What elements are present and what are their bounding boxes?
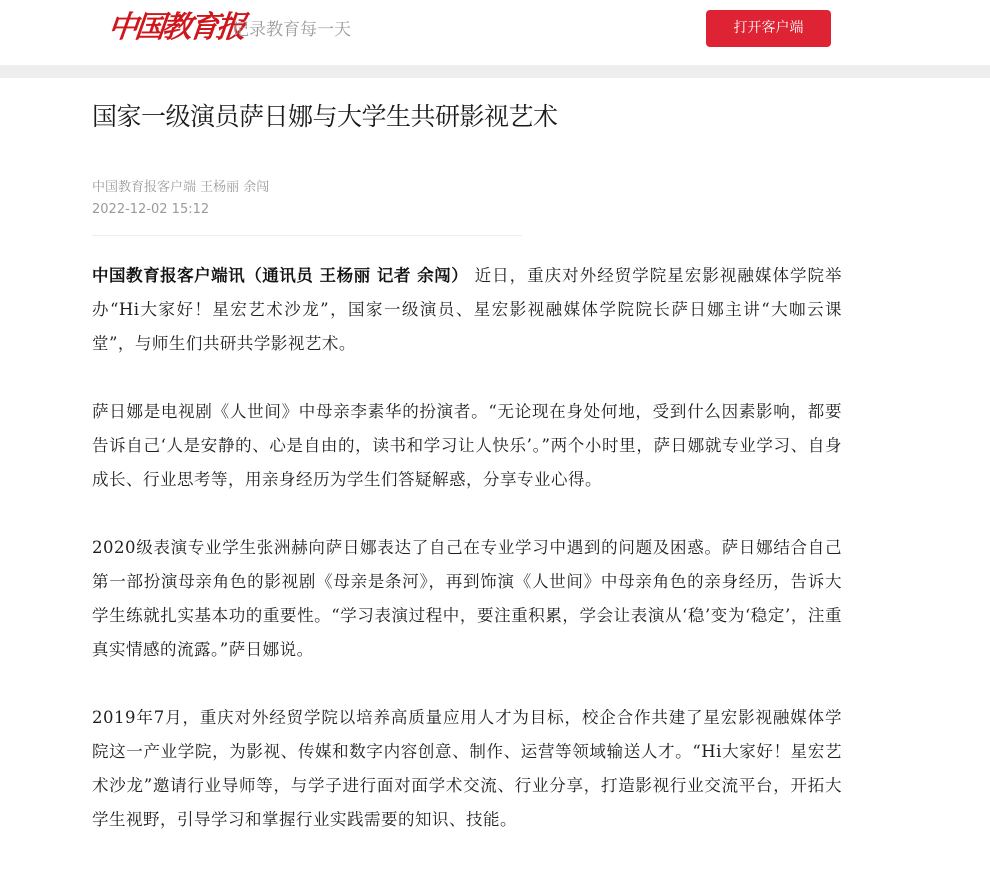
article-body [92,259,842,837]
article-source: 中国教育报客户端 王杨丽 余闯 [92,180,270,195]
site-slogan: 记录教育每一天 [232,20,351,40]
open-app-button[interactable]: 打开客户端 [706,10,831,47]
article-paragraph [92,259,842,361]
article-title: 国家一级演员萨日娜与大学生共研影视艺术 [92,102,558,131]
article-paragraph: 2020级表演专业学生张洲赫向萨日娜表达了自己在专业学习中遇到的问题及困惑。萨日娜结合自己第一部扮演母亲角色的影视剧《母亲是条河》，再到饰演《人世间》中母亲角色的亲身经历，告诉大学生练就扎实基本功的重要性。“学习表演过程中，要注重积累，学会让表演从‘稳’变为‘稳定’，注重真实情感的流露。”萨日娜说。 [92,538,842,659]
paragraph-text: 近日，重庆对外经贸学院星宏影视融媒体学院举办“Hi大家好！星宏艺术沙龙”，国家一级演员、星宏影视融媒体学院院长萨日娜主讲“大咖云课堂”，与师生们共研共学影视艺术。 [92,266,843,353]
article-paragraph: 2019年7月，重庆对外经贸学院以培养高质量应用人才为目标，校企合作共建了星宏影视融媒体学院这一产业学院，为影视、传媒和数字内容创意、制作、运营等领域输送人才。“Hi大家好！星宏艺术沙龙”邀请行业导师等，与学子进行面对面学术交流、行业分享，打造影视行业交流平台，开拓大学生视野，引导学习和掌握行业实践需要的知识、技能。 [92,708,842,829]
article [0,78,842,837]
meta-divider [92,235,522,236]
header-divider [0,65,990,78]
article-meta [92,177,842,221]
top-bar [0,0,990,65]
article-datetime: 2022-12-02 15:12 [92,202,210,217]
site-logo[interactable]: 中国教育报 [106,10,245,45]
article-paragraph: 萨日娜是电视剧《人世间》中母亲李素华的扮演者。“无论现在身处何地，受到什么因素影响，都要告诉自己‘人是安静的、心是自由的，读书和学习让人快乐’。”两个小时里，萨日娜就专业学习、自身成长、行业思考等，用亲身经历为学生们答疑解惑，分享专业心得。 [92,402,842,489]
article-lead: 中国教育报客户端讯（通讯员 王杨丽 记者 余闯） [92,266,469,285]
